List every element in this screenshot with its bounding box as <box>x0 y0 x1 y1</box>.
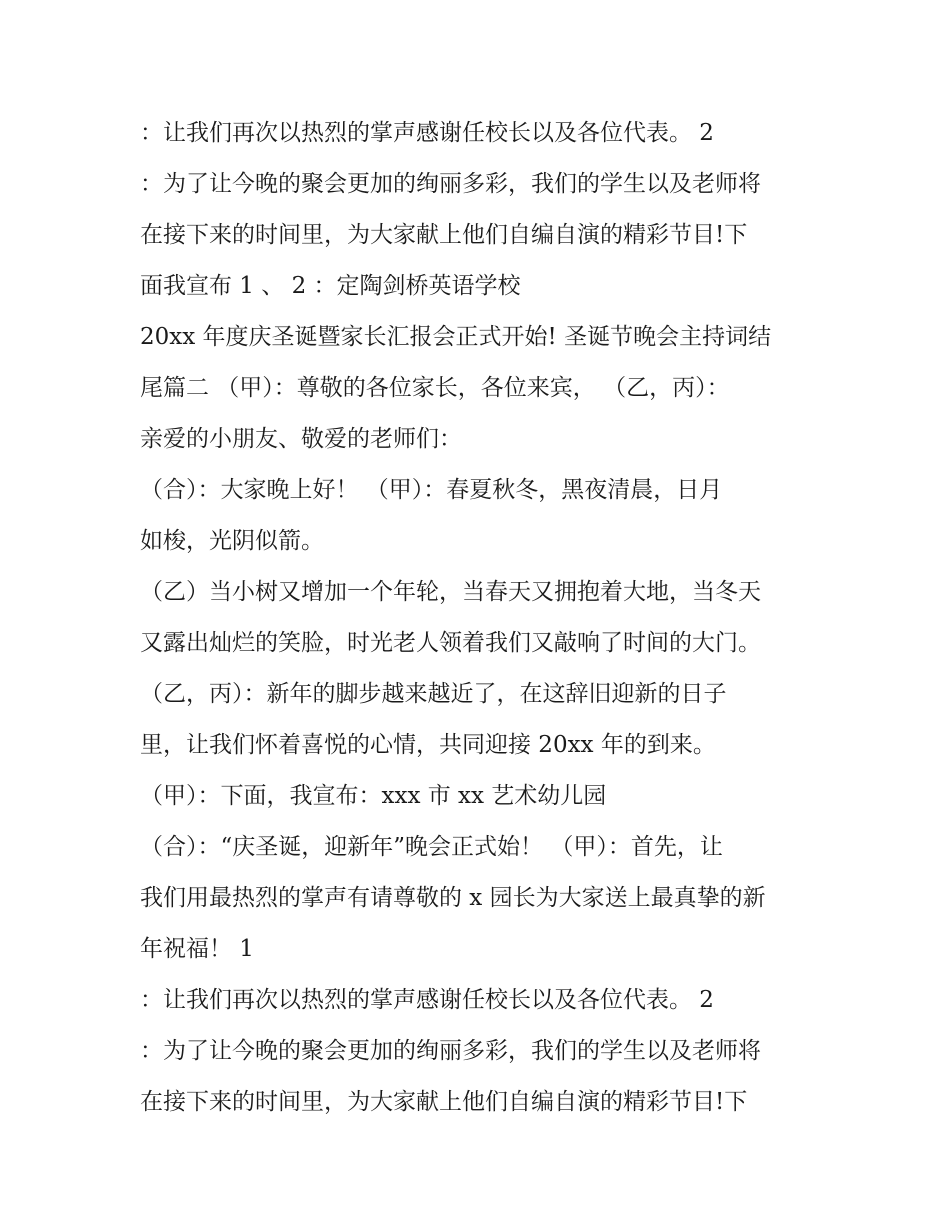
text-line: ：让我们再次以热烈的掌声感谢任校长以及各位代表。 2 <box>140 987 714 1013</box>
text-line: （乙）当小树又增加一个年轮，当春天又拥抱着大地，当冬天 <box>140 579 761 605</box>
text-line: 面我宣布 1 、 2 ：定陶剑桥英语学校 <box>140 273 521 299</box>
text-line: 如梭，光阴似箭。 <box>140 528 324 554</box>
text-line: ：为了让今晚的聚会更加的绚丽多彩，我们的学生以及老师将 <box>140 171 761 197</box>
document-body <box>140 108 820 1128</box>
text-line: （乙，丙）：新年的脚步越来越近了，在这辞旧迎新的日子 <box>140 681 727 707</box>
text-line: 年祝福！ 1 <box>140 936 254 962</box>
text-line: 在接下来的时间里，为大家献上他们自编自演的精彩节目!下 <box>140 1089 748 1115</box>
text-line: 在接下来的时间里，为大家献上他们自编自演的精彩节目!下 <box>140 222 748 248</box>
text-line: 20xx 年度庆圣诞暨家长汇报会正式开始! 圣诞节晚会主持词结 <box>140 324 772 350</box>
text-line: 亲爱的小朋友、敬爱的老师们： <box>140 426 462 452</box>
text-line: 又露出灿烂的笑脸，时光老人领着我们又敲响了时间的大门。 <box>140 630 761 656</box>
text-line: （甲）：下面，我宣布：xxx 市 xx 艺术幼儿园 <box>140 783 607 809</box>
text-line: ：为了让今晚的聚会更加的绚丽多彩，我们的学生以及老师将 <box>140 1038 761 1064</box>
text-line: （合）：“庆圣诞，迎新年”晚会正式始！ （甲）：首先，让 <box>140 834 723 860</box>
text-line: （合）：大家晚上好！ （甲）：春夏秋冬，黑夜清晨，日月 <box>140 477 723 503</box>
text-line: 尾篇二 （甲）：尊敬的各位家长，各位来宾， （乙，丙）： <box>140 375 730 401</box>
text-line: 我们用最热烈的掌声有请尊敬的 x 园长为大家送上最真挚的新 <box>140 885 766 911</box>
text-line: 里，让我们怀着喜悦的心情，共同迎接 20xx 年的到来。 <box>140 732 716 758</box>
text-line: ：让我们再次以热烈的掌声感谢任校长以及各位代表。 2 <box>140 120 714 146</box>
